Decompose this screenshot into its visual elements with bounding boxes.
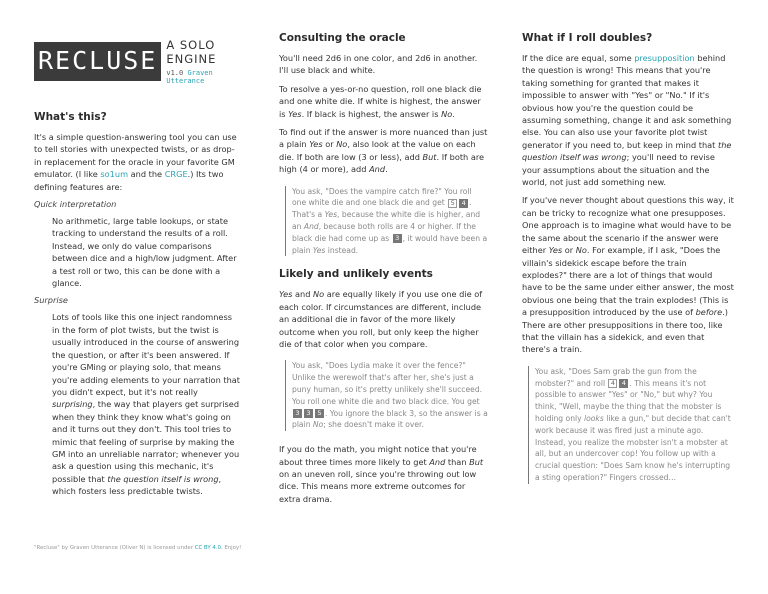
example-lydia: You ask, "Does Lydia make it over the fence?" Unlike the werewolf that's after her, she's just a puny human, so it's pretty unlikely she'll succeed. You roll one white die and two black dice. You get 3 3 5 . You ignore the black 3, so the answer is a plain No; she doesn't make it over. bbox=[285, 360, 488, 431]
link-so1um[interactable]: so1um bbox=[100, 169, 129, 180]
intro-paragraph: It's a simple question-answering tool you can use to tell stories with unexpected twists, or as drop-in replacement for the oracle in your favorite GM emulator. (I like so1um and the CRGE.) Its two defining features are: bbox=[34, 132, 237, 192]
link-crge[interactable]: CRGE bbox=[164, 169, 188, 180]
column-middle bbox=[279, 32, 488, 511]
doubles-paragraph-1: If the dice are equal, some presupposition behind the question is wrong! This means that you're taking something for granted that makes it impossible to answer with "Yes" or "No." If it's obvious how you're the question could be assuming something, change it and ask something else. You can also use your favorite plot twist generator if you need to, but keep in mind that the question itself was wrong; you'll need to revise your assumptions about the situation and the world, not just add something new. bbox=[522, 53, 732, 188]
heading-consulting-oracle: Consulting the oracle bbox=[279, 32, 406, 44]
heading-whats-this: What's this? bbox=[34, 111, 107, 123]
author-link[interactable]: Graven Utterance bbox=[166, 69, 213, 85]
math-paragraph: If you do the math, you might notice that you're about three times more likely to get And than But on an uneven roll, since you're throwing out low dice. This means more extreme outcomes for extra drama. bbox=[279, 444, 484, 504]
black-die: 4 bbox=[459, 199, 468, 208]
black-die: 3 bbox=[293, 409, 302, 418]
surprise-paragraph: Lots of tools like this one inject randomness in the form of plot twists, but the twist is usually introduced in the course of answering the question, or after it's been answered. If you're GMing or playing solo, that means you're adding elements to your narration that you didn't expect, but it's not really surprising, the way that players get surprised when they think they know what's going on and it turns out they don't. This tool tries to mimic that feeling of surprise by making the GM into an unreliable narrator; whenever you ask a question using this mechanic, it's possible that the question itself is wrong, which fosters less predictable twists. bbox=[52, 312, 240, 497]
logo-wordmark: RECLUSE bbox=[34, 42, 161, 81]
heading-doubles: What if I roll doubles? bbox=[522, 32, 653, 44]
oracle-paragraph-3: To find out if the answer is more nuanced than just a plain Yes or No, also look at the value on each die. If both are low (3 or less), add But. If both are high (4 or more), add And. bbox=[279, 127, 488, 175]
black-die: 3 bbox=[304, 409, 313, 418]
label-surprise: Surprise bbox=[34, 295, 68, 306]
doubles-paragraph-2: If you've never thought about questions this way, it can be tricky to recognize what one presupposes. One approach is to imagine what would have to be the same about the scenario if the answer were either Yes or No. For example, if I ask, "Does the villain's sidekick escape before the train explodes?" there are a lot of things that would have to be the same under either answer, the most obvious one being that the train explodes! (This is a presupposition introduced by the use of before.) There are other presuppositions in there too, like that the villain has a sidekick, and even that there's a train. bbox=[522, 195, 734, 355]
oracle-paragraph-1: You'll need 2d6 in one color, and 2d6 in another. I'll use black and white. bbox=[279, 53, 478, 76]
black-die: 5 bbox=[315, 409, 324, 418]
logo bbox=[34, 38, 240, 85]
likely-paragraph: Yes and No are equally likely if you use one die of each color. If circumstances are different, include an additional die in favor of the more likely outcome when you roll, but only keep the higher die of that color when you compare. bbox=[279, 289, 483, 350]
license-link[interactable]: CC BY 4.0 bbox=[194, 545, 221, 551]
oracle-paragraph-2: To resolve a yes-or-no question, roll one black die and one white die. If white is highest, the answer is Yes. If black is highest, the answer is No. bbox=[279, 83, 482, 119]
white-die: 4 bbox=[608, 379, 617, 388]
column-left bbox=[34, 32, 240, 504]
column-right bbox=[522, 32, 734, 496]
label-quick-interpretation: Quick interpretation bbox=[34, 199, 117, 210]
version-label: v1.0 bbox=[166, 69, 184, 77]
example-vampire: You ask, "Does the vampire catch fire?" You roll one white die and one black die and get 5 4 . That's a Yes, because the white die is higher, and an And, because both rolls are 4 or higher. If the black die had come up as 3 , it would have been a plain Yes instead. bbox=[285, 186, 488, 257]
black-die: 3 bbox=[393, 234, 402, 243]
black-die: 4 bbox=[619, 379, 628, 388]
license-footer: "Recluse" by Graven Utterance (Oliver N) is licensed under CC BY 4.0. Enjoy! bbox=[34, 545, 242, 551]
heading-likely-unlikely: Likely and unlikely events bbox=[279, 268, 433, 281]
example-sam: You ask, "Does Sam grab the gun from the mobster?" and roll 4 4 . This means it's not possible to answer "Yes" or "No," but why? You think, "Well, maybe the thing that the mobster is holding only looks like a gun," but decide that can't work because it was fired just a minute ago. Instead, you realize the mobster isn't a mobster at all, but an undercover cop! You follow up with a crucial question: "Does Sam know he's interrupting a sting operation?" Fingers crossed… bbox=[528, 366, 734, 484]
logo-subtitle: A SOLO ENGINE bbox=[166, 38, 217, 66]
white-die: 5 bbox=[448, 199, 457, 208]
quick-paragraph: No arithmetic, large table lookups, or state tracking to understand the results of a roll. Instead, we only do value comparisons between dice and a high/low judgment. After a test roll or two, this can be done with a glance. bbox=[52, 216, 237, 289]
link-presupposition[interactable]: presupposition bbox=[634, 53, 695, 63]
